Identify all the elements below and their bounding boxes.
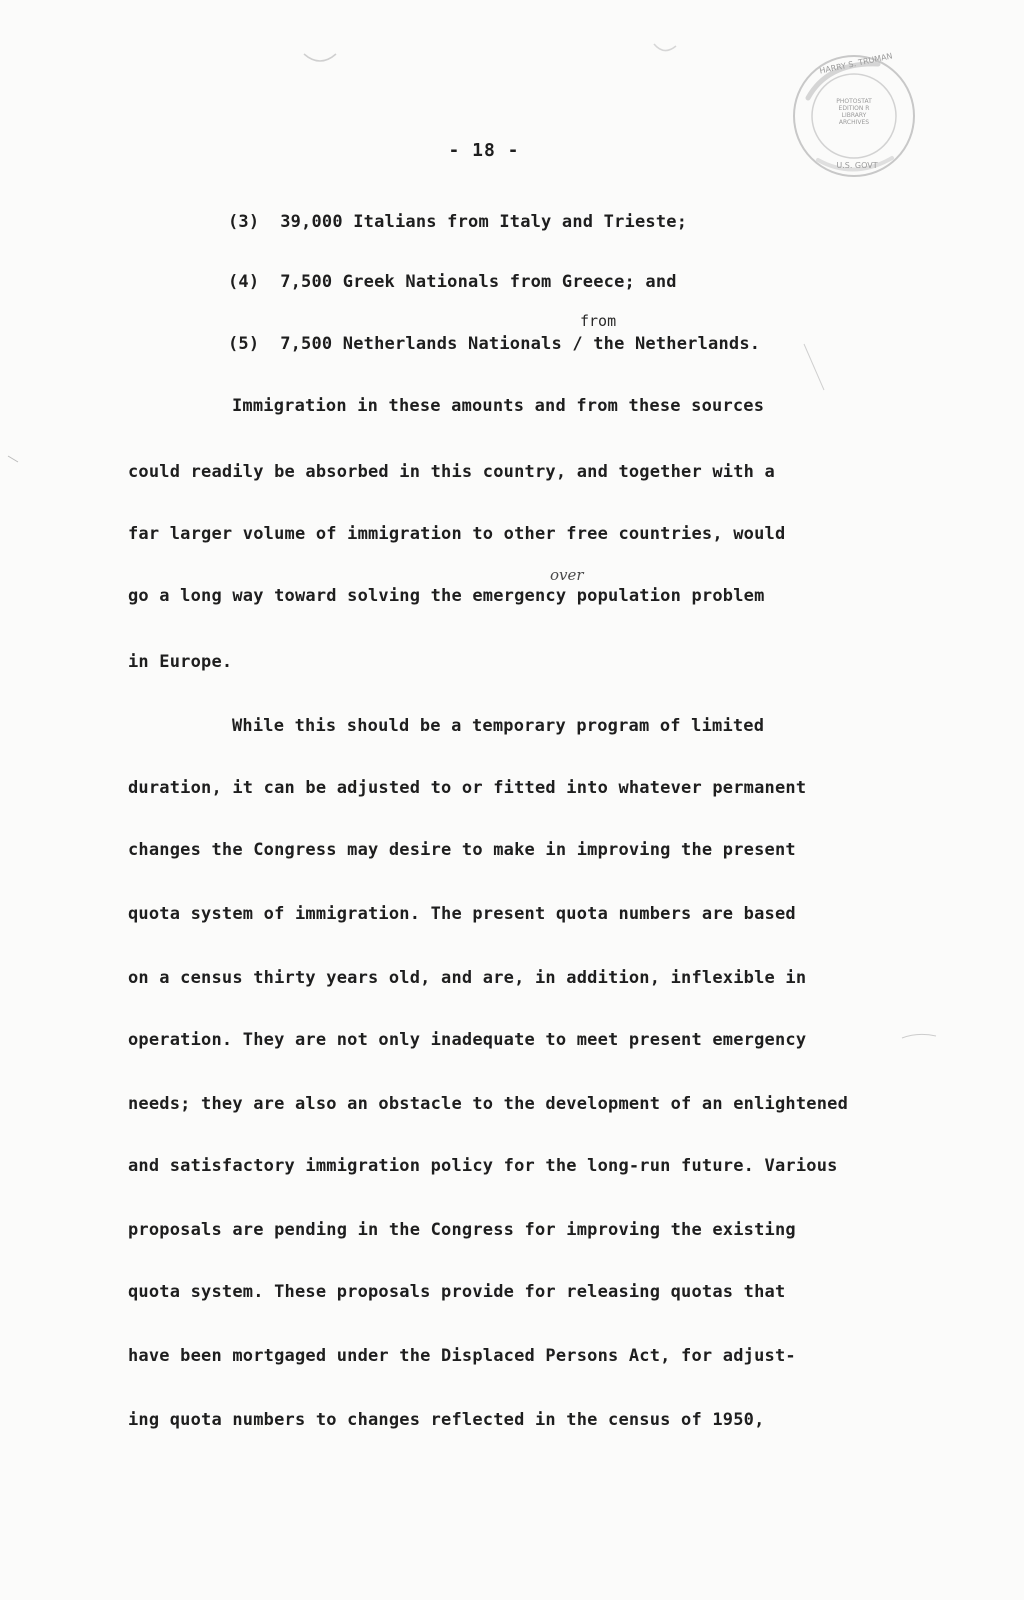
list-item-number: (3) — [228, 212, 260, 232]
stray-pencil-mark — [800, 340, 830, 400]
stamp-inner-line: PHOTOSTAT — [836, 98, 872, 105]
paragraph-line: Immigration in these amounts and from these sources — [232, 396, 765, 416]
list-item-number: (4) — [228, 272, 260, 292]
paragraph-line: far larger volume of immigration to other free countries, would — [128, 524, 786, 544]
stamp-inner-line: ARCHIVES — [838, 119, 870, 126]
paragraph-line: quota system of immigration. The present quota numbers are based — [128, 904, 796, 924]
list-item-number: (5) — [228, 334, 260, 354]
stamp-bottom-text: U.S. GOVT — [836, 161, 878, 170]
list-item — [228, 272, 677, 292]
typed-insertion-from: from — [580, 312, 617, 330]
paragraph-line: ing quota numbers to changes reflected in the census of 1950, — [128, 1410, 765, 1430]
stamp-inner-line: EDITION R — [838, 105, 870, 112]
paragraph-line: quota system. These proposals provide for releasing quotas that — [128, 1282, 786, 1302]
paragraph-line: While this should be a temporary program of limited — [232, 716, 765, 736]
list-item-text: 39,000 Italians from Italy and Trieste; — [280, 212, 688, 232]
paragraph-line: and satisfactory immigration policy for the long-run future. Various — [128, 1156, 838, 1176]
paragraph-line: needs; they are also an obstacle to the development of an enlightened — [128, 1094, 849, 1114]
paragraph-line: on a census thirty years old, and are, in addition, inflexible in — [128, 968, 807, 988]
paragraph-line: could readily be absorbed in this country, and together with a — [128, 462, 775, 482]
paragraph-line: operation. They are not only inadequate to meet present emergency — [128, 1030, 807, 1050]
paragraph-line: duration, it can be adjusted to or fitted into whatever permanent — [128, 778, 807, 798]
list-item-text: 7,500 Greek Nationals from Greece; and — [280, 272, 677, 292]
list-item-text: 7,500 Netherlands Nationals / the Netherlands. — [280, 334, 761, 354]
paragraph-line: proposals are pending in the Congress for improving the existing — [128, 1220, 796, 1240]
page-number: - 18 - — [448, 140, 520, 161]
stamp-ring-text: HARRY S. TRUMAN — [818, 51, 894, 76]
stray-mark — [4, 450, 24, 470]
paragraph-line: changes the Congress may desire to make in improving the present — [128, 840, 796, 860]
stray-pencil-mark — [900, 1030, 940, 1044]
list-item — [228, 334, 760, 354]
stamp-inner-line: LIBRARY — [841, 112, 867, 119]
top-smudge-mark — [650, 40, 680, 60]
paragraph-line: have been mortgaged under the Displaced Persons Act, for adjust- — [128, 1346, 796, 1366]
handwritten-insertion-over: over — [550, 566, 584, 584]
top-smudge-mark — [300, 48, 340, 68]
paragraph-line: go a long way toward solving the emergency population problem — [128, 586, 765, 606]
library-stamp — [788, 50, 920, 182]
list-item — [228, 212, 687, 232]
paragraph-line: in Europe. — [128, 652, 233, 672]
